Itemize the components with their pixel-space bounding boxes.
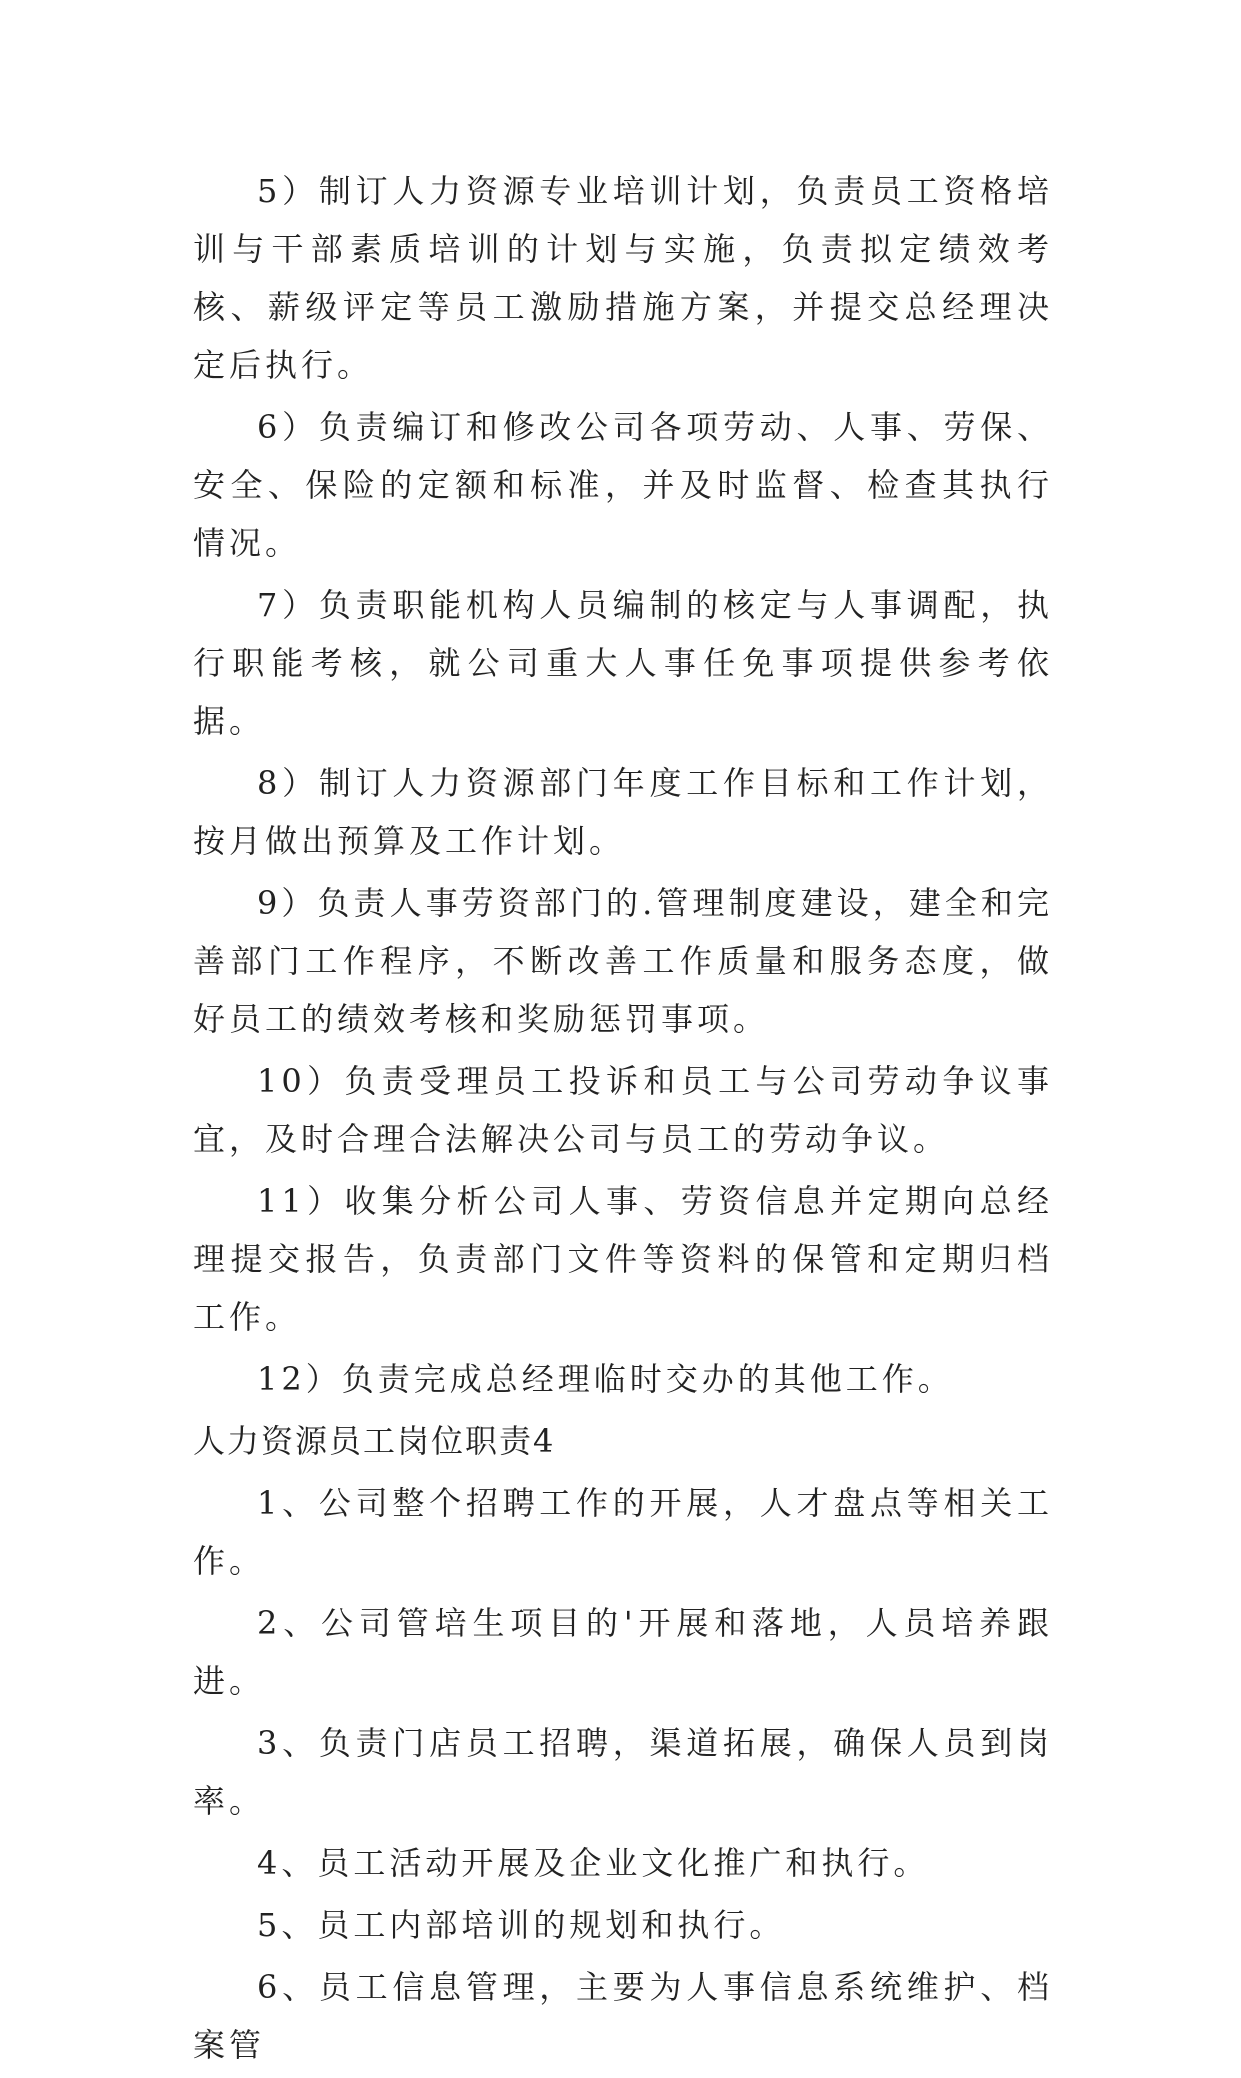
paragraph-9: 9）负责人事劳资部门的.管理制度建设，建全和完善部门工作程序，不断改善工作质量和服务态度，做好员工的绩效考核和奖励惩罚事项。 <box>193 884 1053 1038</box>
paragraph-6: 6）负责编订和修改公司各项劳动、人事、劳保、安全、保险的定额和标准，并及时监督、检查其执行情况。 <box>193 408 1053 562</box>
paragraph-10: 10）负责受理员工投诉和员工与公司劳动争议事宜，及时合理合法解决公司与员工的劳动争议。 <box>193 1062 1053 1158</box>
section-title: 人力资源员工岗位职责4 <box>193 1422 556 1460</box>
paragraph-8: 8）制订人力资源部门年度工作目标和工作计划，按月做出预算及工作计划。 <box>193 764 1053 860</box>
list-item: 4、员工活动开展及企业文化推广和执行。 <box>257 1844 930 1882</box>
list-item: 2、公司管培生项目的'开展和落地，人员培养跟进。 <box>193 1604 1053 1700</box>
document-body <box>193 162 1053 2078</box>
paragraph-11: 11）收集分析公司人事、劳资信息并定期向总经理提交报告，负责部门文件等资料的保管和定期归档工作。 <box>193 1182 1053 1336</box>
list-item: 1、公司整个招聘工作的开展，人才盘点等相关工作。 <box>193 1484 1053 1580</box>
paragraph-5: 5）制订人力资源专业培训计划，负责员工资格培训与干部素质培训的计划与实施，负责拟定绩效考核、薪级评定等员工激励措施方案，并提交总经理决定后执行。 <box>193 172 1053 384</box>
list-item: 3、负责门店员工招聘，渠道拓展，确保人员到岗率。 <box>193 1724 1053 1820</box>
paragraph-12: 12）负责完成总经理临时交办的其他工作。 <box>257 1360 954 1398</box>
paragraph-7: 7）负责职能机构人员编制的核定与人事调配，执行职能考核，就公司重大人事任免事项提供参考依据。 <box>193 586 1053 740</box>
list-item: 5、员工内部培训的规划和执行。 <box>257 1906 786 1944</box>
list-item: 6、员工信息管理，主要为人事信息系统维护、档案管 <box>193 1968 1053 2064</box>
